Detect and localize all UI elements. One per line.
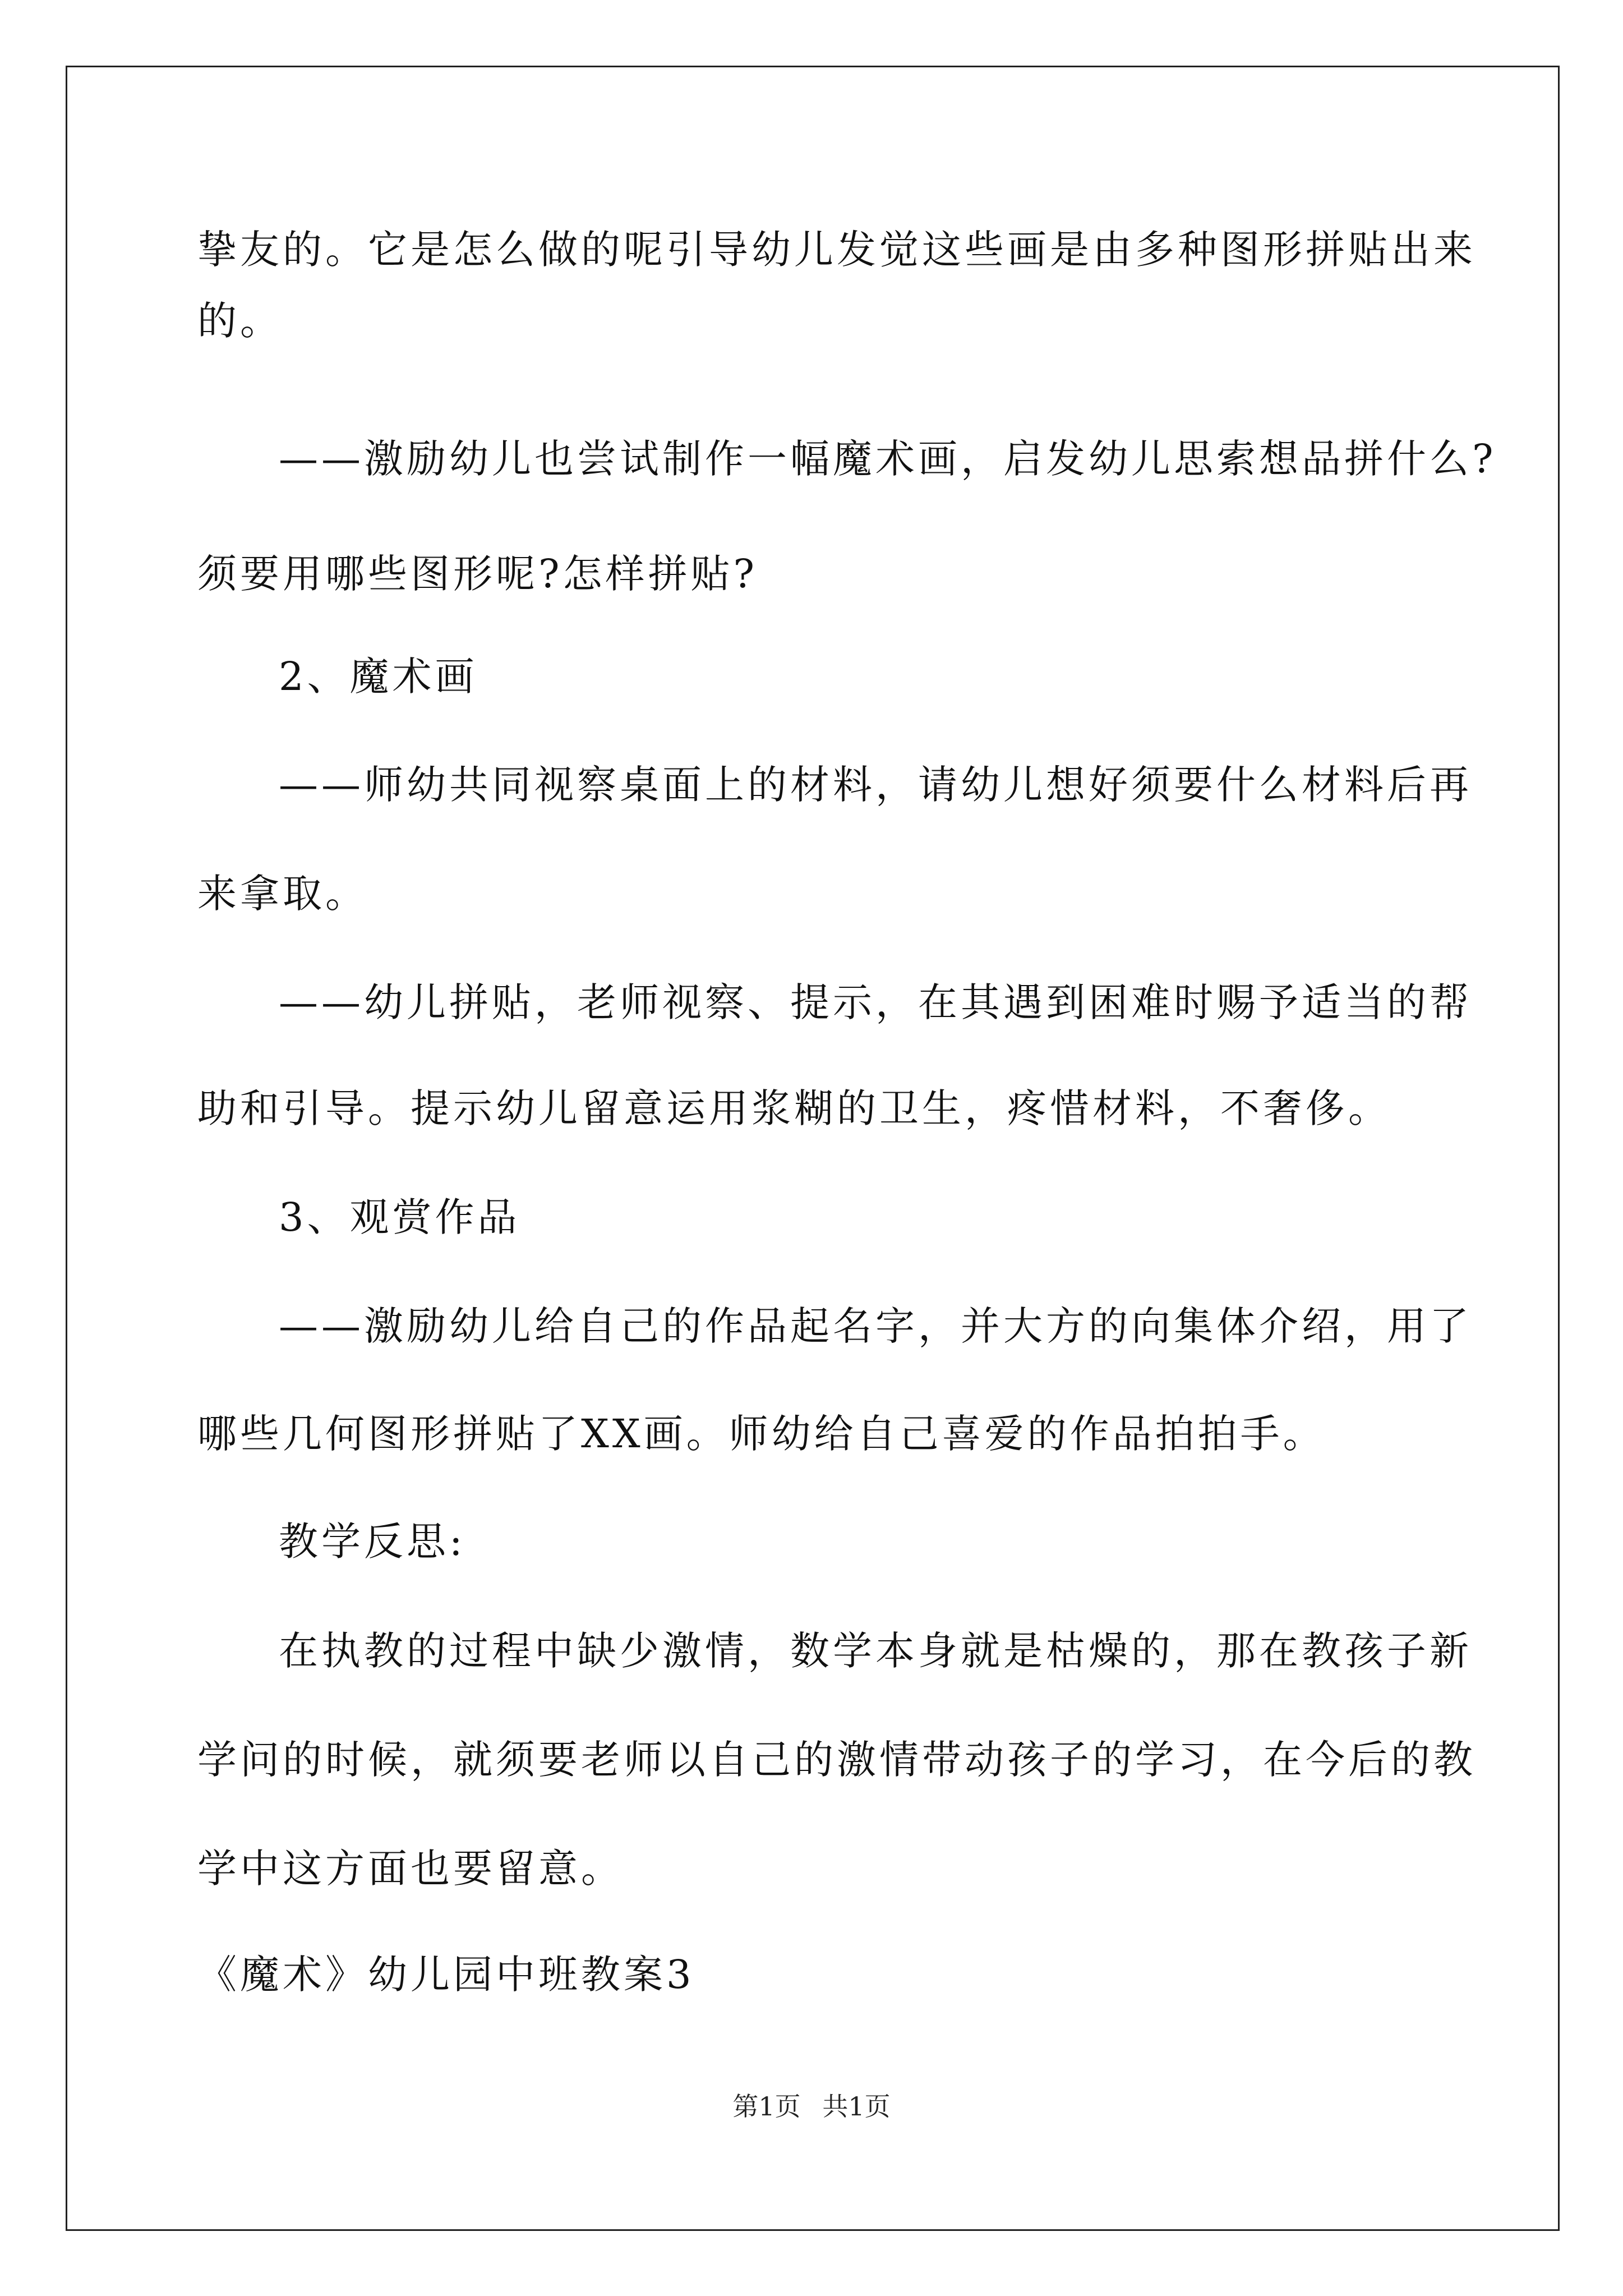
body-line-4: 须要用哪些图形呢?怎样拼贴?	[197, 551, 758, 597]
body-line-1: 挚友的。它是怎么做的呢引导幼儿发觉这些画是由多种图形拼贴出来	[197, 227, 1476, 273]
body-line-6: ——师幼共同视察桌面上的材料，请幼儿想好须要什么材料后再	[279, 762, 1472, 808]
page-border	[66, 66, 1560, 2231]
body-line-15: 学问的时候，就须要老师以自己的激情带动孩子的学习，在今后的教	[197, 1737, 1476, 1783]
page-total: 共1页	[822, 2091, 891, 2122]
page-footer	[0, 2091, 1623, 2122]
body-line-8: ——幼儿拼贴，老师视察、提示，在其遇到困难时赐予适当的帮	[279, 979, 1472, 1025]
body-line-7: 来拿取。	[197, 871, 368, 917]
section-heading-2: 2、魔术画	[279, 654, 478, 700]
body-line-14: 在执教的过程中缺少激情，数学本身就是枯燥的，那在教孩子新	[279, 1628, 1472, 1674]
body-line-2: 的。	[197, 298, 283, 344]
body-line-16: 学中这方面也要留意。	[197, 1846, 624, 1892]
page-number: 第1页	[732, 2091, 801, 2122]
reflection-heading: 教学反思:	[279, 1519, 466, 1565]
body-line-12: 哪些几何图形拼贴了XX画。师幼给自己喜爱的作品拍拍手。	[197, 1411, 1326, 1457]
section-title: 《魔术》幼儿园中班教案3	[197, 1952, 695, 1998]
body-line-9: 助和引导。提示幼儿留意运用浆糊的卫生，疼惜材料，不奢侈。	[197, 1085, 1391, 1131]
section-heading-3: 3、观赏作品	[279, 1194, 520, 1240]
body-line-3: ——激励幼儿也尝试制作一幅魔术画，启发幼儿思索想品拼什么?	[279, 436, 1497, 482]
body-line-11: ——激励幼儿给自己的作品起名字，并大方的向集体介绍，用了	[279, 1303, 1472, 1349]
